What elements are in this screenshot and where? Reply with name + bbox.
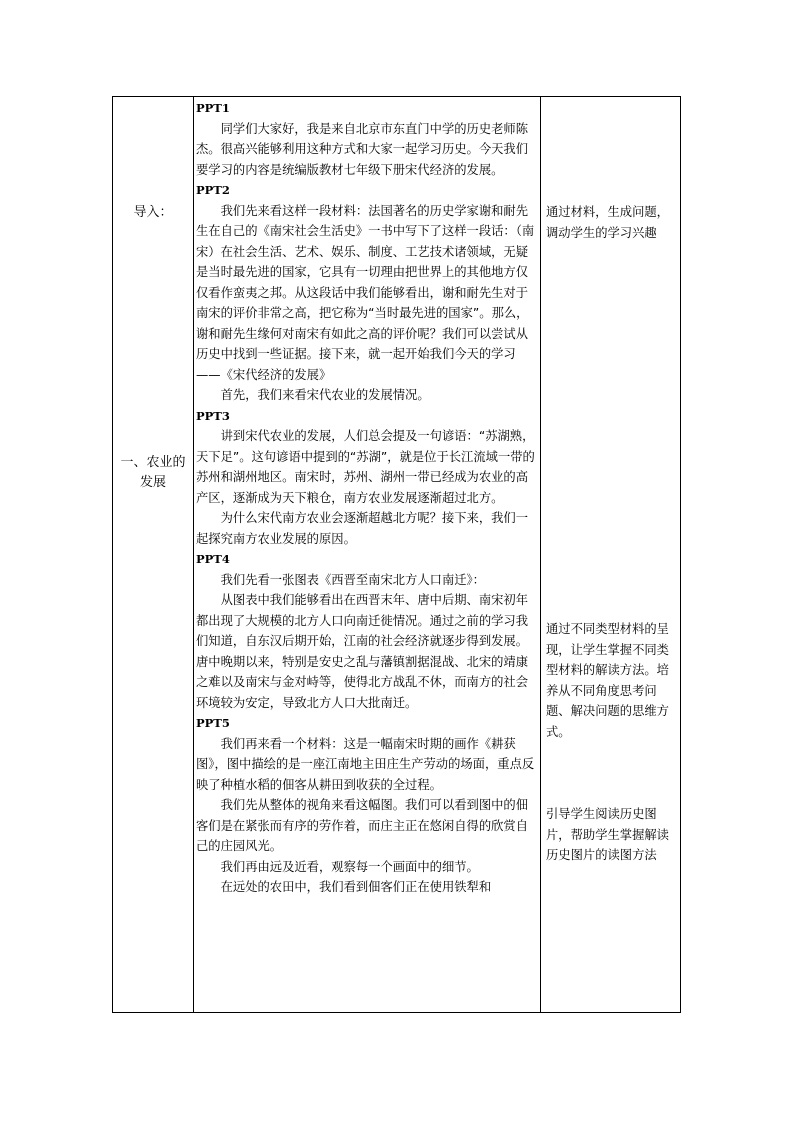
design-note: 通过不同类型材料的呈现，让学生掌握不同类型材料的解读方法。培养从不同角度思考问题、解决问题的思维方式。 <box>546 622 669 739</box>
paragraph: 在远处的农田中，我们看到佃客们正在使用铁犁和 <box>220 880 492 894</box>
lesson-plan-table <box>112 96 681 1013</box>
paragraph: 我们先看一张图表《西晋至南宋北方人口南迁》： <box>220 572 485 587</box>
slide-heading: PPT3 <box>196 408 230 423</box>
paragraph: 我们先来看这样一段材料：法国著名的历史学家谢和耐先生在自己的《南宋社会生活史》一书中写下了这样一段话：（南宋）在社会生活、艺术、娱乐、制度、工艺技术诸领域，无疑是当时最先进的国家，它具有一切理由把世界上的其他地方仅仅看作蛮夷之邦。从这段话中我们能够看出，谢和耐先生对于南宋的评价非常之高，把它称为“当时最先进的国家”。那么，谢和耐先生缘何对南宋有如此之高的评价呢？我们可以尝试从历史中找到一些证据。接下来，就一起开始我们今天的学习——《宋代经济的发展》 <box>196 203 535 382</box>
slide-heading: PPT4 <box>196 552 230 566</box>
paragraph: 我们再来看一个材料：这是一幅南宋时期的画作《耕获图》，图中描绘的是一座江南地主田庄生产劳动的场面，重点反映了种植水稻的佃客从耕田到收获的全过程。 <box>196 736 535 792</box>
slide-heading: PPT2 <box>196 183 230 197</box>
column-divider <box>193 97 194 1012</box>
paragraph: 我们再由远及近看，观察每一个画面中的细节。 <box>220 859 479 874</box>
paragraph: 从图表中我们能够看出在西晋末年、唐中后期、南宋初年都出现了大规模的北方人口向南迁徙情况。通过之前的学习我们知道，自东汉后期开始，江南的社会经济就逐步得到发展。唐中晚期以来，特别是安史之乱与藩镇割据混战、北宋的靖康之难以及南宋与金对峙等，使得北方战乱不休，而南方的社会环境较为安定，导致北方人口大批南迁。 <box>196 593 529 710</box>
design-note: 引导学生阅读历史图片，帮助学生掌握解读历史图片的读图方法 <box>546 807 669 862</box>
paragraph: 为什么宋代南方农业会逐渐超越北方呢？接下来，我们一起探究南方农业发展的原因。 <box>196 511 529 546</box>
lesson-content <box>196 98 538 898</box>
paragraph: 同学们大家好，我是来自北京市东直门中学的历史老师陈杰。很高兴能够利用这种方式和大家一起学习历史。今天我们要学习的内容是统编版教材七年级下册宋代经济的发展。 <box>196 121 529 177</box>
design-note: 通过材料，生成问题，调动学生的学习兴趣 <box>546 205 669 240</box>
column-divider <box>540 97 541 1012</box>
paragraph: 讲到宋代农业的发展，人们总会提及一句谚语：“苏湖熟，天下足”。这句谚语中提到的“苏湖”，就是位于长江流域一带的苏州和湖州地区。南宋时，苏州、湖州一带已经成为农业的高产区，逐渐成为天下粮仓，南方农业发展逐渐超过北方。 <box>196 429 535 505</box>
slide-heading: PPT1 <box>196 101 230 115</box>
row-label-agriculture: 一、农业的发展 <box>120 455 186 490</box>
slide-heading: PPT5 <box>196 716 230 730</box>
paragraph: 我们先从整体的视角来看这幅图。我们可以看到图中的佃客们是在紧张而有序的劳作着，而庄主正在悠闲自得的欣赏自己的庄园风光。 <box>196 798 529 853</box>
row-label-intro: 导入： <box>133 205 173 220</box>
paragraph: 首先，我们来看宋代农业的发展情况。 <box>220 388 430 402</box>
